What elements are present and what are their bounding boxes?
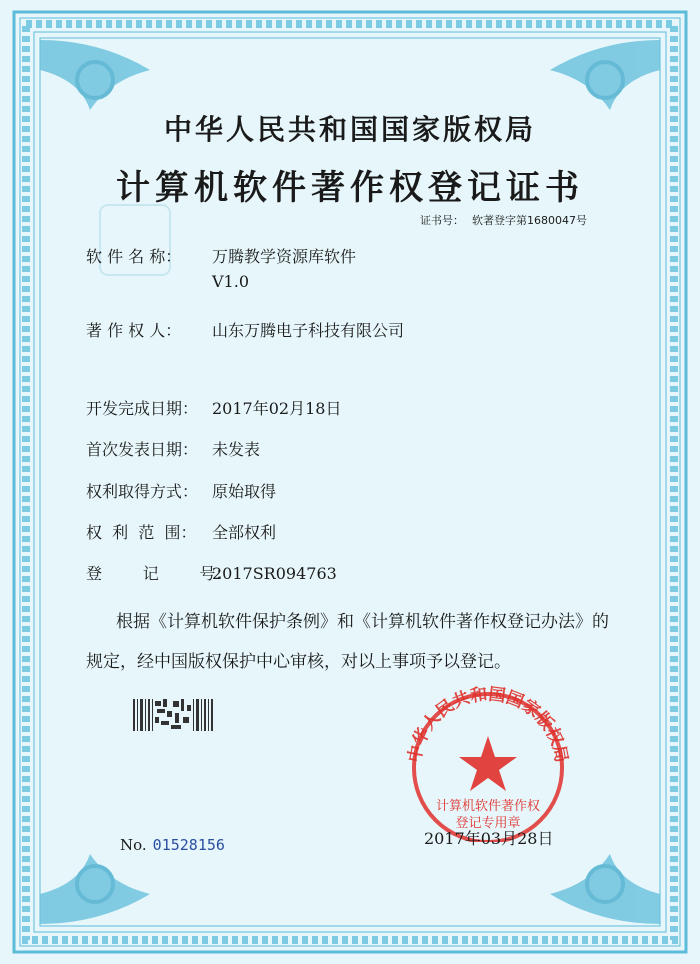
certificate-number-value: 软著登字第1680047号 [472,214,587,227]
seal-ring-text: 中华人民共和国国家版权局 [404,684,572,765]
field-value: 山东万腾电子科技有限公司 [212,321,405,340]
field-registration-number [86,561,337,584]
serial-prefix: No. [120,836,147,854]
field-value: 未发表 [212,440,261,459]
field-software-name [86,244,356,267]
field-acquisition-method [86,479,276,502]
field-rights-scope [86,520,276,543]
field-label: 权利取得方式： [86,482,199,501]
seal-star-icon [459,736,517,791]
field-value: 万腾教学资源库软件 [212,247,357,266]
field-label: 著 作 权 人： [86,321,182,340]
registration-statement [86,602,626,682]
serial-number [120,836,225,854]
issuing-authority: 中华人民共和国国家版权局 [163,113,536,146]
seal-line-1: 计算机软件著作权 [435,799,541,814]
field-value: 2017SR094763 [212,564,337,583]
statement-line-2: 规定，经中国版权保护中心审核，对以上事项予以登记。 [86,652,511,672]
statement-line-1: 根据《计算机软件保护条例》和《计算机软件著作权登记办法》的 [116,612,609,632]
field-label: 软 件 名 称： [86,247,182,266]
certificate-number-label: 证书号： [420,214,464,227]
official-seal [398,682,578,842]
field-label: 首次发表日期： [86,440,199,459]
field-label: 登 记 号： [86,564,232,583]
field-value: 全部权利 [212,523,277,542]
field-first-publish-date [86,437,260,460]
field-label: 开发完成日期： [86,399,199,418]
certificate-number [420,212,595,228]
field-copyright-owner [86,318,404,341]
certificate-title: 计算机软件著作权登记证书 [116,168,584,208]
field-completion-date [86,396,341,419]
issue-date: 2017年03月28日 [424,829,554,848]
field-value: 原始取得 [212,482,277,501]
software-version: V1.0 [212,272,249,291]
serial-value: 01528156 [152,836,225,854]
seal-line-2: 登记专用章 [455,816,521,831]
qr-barcode [133,697,213,733]
field-label: 权 利 范 围： [86,523,197,542]
field-value: 2017年02月18日 [212,399,342,418]
